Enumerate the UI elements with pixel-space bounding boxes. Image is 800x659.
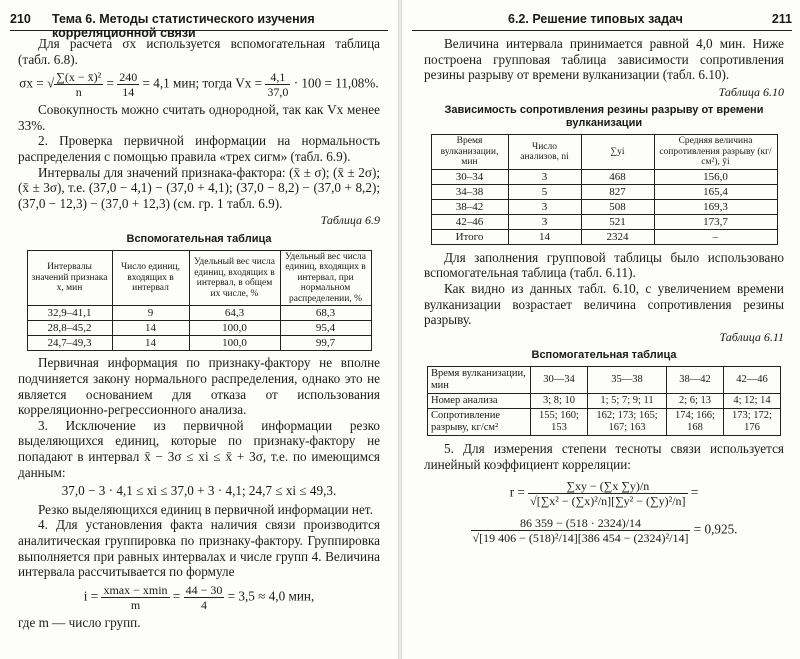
paragraph: Для расчета σx используется вспомогательная таблица (табл. 6.8).: [18, 36, 380, 67]
table-title: Зависимость сопротивления резины разрыву от времени вулканизации: [444, 104, 764, 130]
table-row: 42–46 3 521 173,7: [431, 214, 777, 229]
table-title: Вспомогательная таблица: [126, 232, 272, 245]
paragraph: 5. Для измерения степени тесноты связи используется линейный коэффициент корреляции:: [424, 441, 784, 473]
table-6-11: [427, 366, 781, 436]
formula-bounds: 37,0 − 3 · 4,1 ≤ xi ≤ 37,0 + 3 · 4,1; 24,7 ≤ xi ≤ 49,3.: [61, 483, 337, 499]
page-number: 210: [10, 12, 31, 26]
paragraph: Резко выделяющихся единиц в первичной информации нет.: [38, 501, 373, 517]
table-row: 38–42 3 508 169,3: [431, 199, 777, 214]
table-header: Удельный вес числа единиц, входящих в интервал, в общем их числе, %: [189, 250, 280, 306]
formula-interval: i = $\frac{xmax - xmin}{m}$ = $\frac{44 - 30}{4}$ = 3,5 ≈ 4,0 мин,: [83, 582, 315, 612]
table-caption: Таблица 6.10: [718, 84, 784, 99]
table-caption: Таблица 6.9: [320, 213, 380, 228]
paragraph: Интервалы для значений признака-фактора: (x̄ ± σ); (x̄ ± 2σ); (x̄ ± 3σ), т.е. (37,0 − 4,1) − (37,0 + 4,1); (37,0 − 8,2) − (37,0 + 8,2); (37,0 − 12,3) − (37,0 + 12,3) (см. гр. 1 табл. 6.9).: [18, 164, 380, 211]
paragraph: 4. Для установления факта наличия связи производится аналитическая группировка по признаку-фактору. Группировка выполняется при равных интервалах и числе групп 4. Величина интервала рассчитывается по формуле: [18, 517, 380, 580]
paragraph: Величина интервала принимается равной 4,0 мин. Ниже построена групповая таблица зависимости сопротивления резины разрыву от времени вулканизации (табл. 6.10).: [424, 36, 784, 83]
table-row: 32,9–41,1 9 64,3 68,3: [27, 306, 371, 321]
table-caption: Таблица 6.11: [719, 329, 784, 344]
left-page: [0, 0, 398, 659]
table-row: 28,8–45,2 14 100,0 95,4: [27, 321, 371, 336]
table-row: Номер анализа 3; 8; 10 1; 5; 7; 9; 11 2; 6; 13 4; 12; 14: [428, 394, 781, 409]
right-body: [424, 36, 784, 548]
table-row: Итого 14 2324 –: [431, 229, 777, 244]
table-header: Число анализов, ni: [508, 135, 581, 170]
running-head: Тема 6. Методы статистического изучения корреляционной связи: [52, 12, 315, 40]
table-row: Сопротивление разрыву, кг/см² 155; 160; 153 162; 173; 165; 167; 163 174; 166; 168 173; 172; 176: [428, 409, 781, 436]
table-row: 30–34 3 468 156,0: [431, 169, 777, 184]
formula-correlation: r = $\frac{\sum xy - (\sum x \sum y)/n}{\text{√[∑x² − (∑x)²/n][∑y² − (∑y)²/n]}}$ =: [509, 478, 699, 508]
table-row: 34–38 5 827 165,4: [431, 184, 777, 199]
table-header: Число единиц, входящих в интервал: [112, 250, 189, 306]
paragraph: где m — число групп.: [18, 614, 141, 630]
running-head: 6.2. Решение типовых задач: [508, 12, 683, 26]
table-title: Вспомогательная таблица: [531, 349, 677, 362]
table-6-9: [27, 250, 372, 352]
table-row: 24,7–49,3 14 100,0 99,7: [27, 336, 371, 351]
paragraph: Совокупность можно считать однородной, так как Vx менее 33%.: [18, 102, 380, 133]
table-header: Время вулканизации, мин: [431, 135, 508, 170]
paragraph: 3. Исключение из первичной информации резко выделяющихся единиц, которые по признаку-фактору не попадают в интервал x̄ − 3σ ≤ xi ≤ x̄ + 3σ, т.е. по имеющимся данным:: [18, 417, 380, 480]
formula-sigma: σx = √ $\frac{\text{∑(x − x̄)²}}{n}$ = $\frac{240}{14}$ = 4,1 мин; тогда Vx = $\frac{4,1}{37,0}$ · 100 = 11,08%.: [19, 70, 379, 100]
right-page: [402, 0, 800, 659]
table-header: Средняя величина сопротивления разрыву (кг/см²), ȳi: [654, 135, 777, 170]
table-header: ∑yi: [581, 135, 654, 170]
formula-correlation-value: $\frac{86 359 - (518 \cdot 2324)/14}{\text{√[19 406 − (518)²/14][386 454 − (2324)²/14]}}$ = 0,925.: [472, 515, 738, 545]
page-number: 211: [771, 12, 792, 26]
table-row: Время вулканизации, мин 30—34 35—38 38—42 42—46: [428, 367, 781, 394]
right-header: [412, 10, 792, 31]
left-body: [18, 36, 380, 630]
table-header: Удельный вес числа единиц, входящих в интервал, при нормальном распределении, %: [280, 250, 371, 306]
table-header: Интервалы значений признака x, мин: [27, 250, 112, 306]
left-header: [10, 10, 388, 40]
paragraph: Для заполнения групповой таблицы было использовано вспомогательная таблица (табл. 6.11).: [424, 249, 784, 281]
paragraph: Первичная информация по признаку-фактору не вполне подчиняется закону нормального распределения, однако это не является основанием для отказа от использования корреляционно-регрессионного анализа.: [18, 355, 380, 418]
paragraph: Как видно из данных табл. 6.10, с увеличением времени вулканизации возрастает величина сопротивления резины разрыву.: [424, 281, 784, 328]
paragraph: 2. Проверка первичной информации на нормальность распределения с помощью правила «трех сигм» (табл. 6.9).: [18, 133, 380, 164]
table-6-10: [431, 134, 778, 245]
